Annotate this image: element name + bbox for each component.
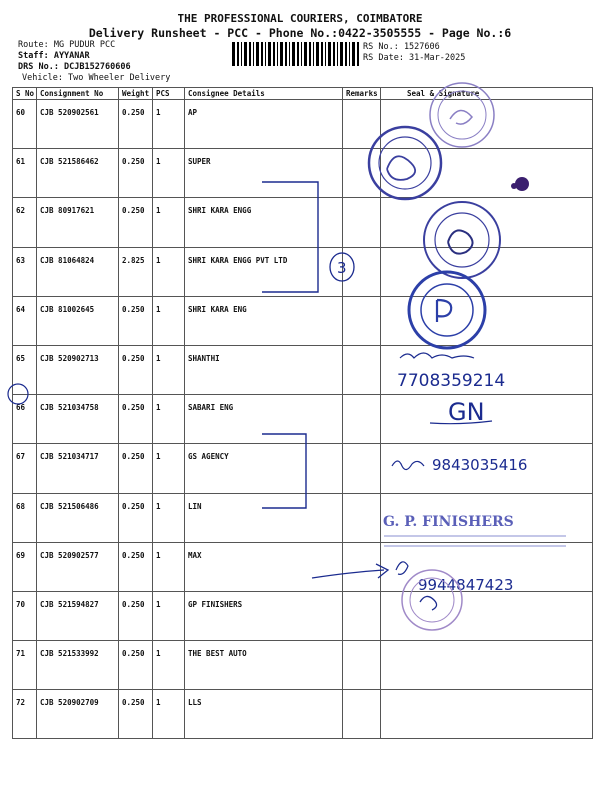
cell-weight: 0.250 xyxy=(119,690,153,739)
phone-row-71: 9944847423 xyxy=(418,576,514,594)
cell-consignee: SABARI ENG xyxy=(185,395,343,444)
cell-consignment-no: CJB 80917621 xyxy=(37,198,119,247)
cell-remarks xyxy=(343,345,381,394)
col-header-consignment: Consignment No xyxy=(37,88,119,100)
cell-weight: 0.250 xyxy=(119,100,153,149)
route-label: Route: MG PUDUR PCC xyxy=(18,40,116,50)
barcode-bar xyxy=(244,42,247,66)
cell-pcs: 1 xyxy=(153,149,185,198)
cell-weight: 0.250 xyxy=(119,591,153,640)
cell-seal-signature xyxy=(381,444,593,493)
barcode-bar xyxy=(309,42,311,66)
cell-consignment-no: CJB 520902713 xyxy=(37,345,119,394)
cell-remarks xyxy=(343,247,381,296)
cell-consignment-no: CJB 520902577 xyxy=(37,542,119,591)
bracket-count: 3 xyxy=(337,259,347,277)
cell-seal-signature xyxy=(381,591,593,640)
barcode-bar xyxy=(321,42,323,66)
cell-remarks xyxy=(343,444,381,493)
cell-sno: 63 xyxy=(13,247,37,296)
barcode-bar xyxy=(316,42,319,66)
cell-consignee: AP xyxy=(185,100,343,149)
barcode-bar xyxy=(232,42,235,66)
cell-pcs: 1 xyxy=(153,641,185,690)
barcode-bar xyxy=(289,42,290,66)
cell-sno: 67 xyxy=(13,444,37,493)
cell-consignment-no: CJB 521594827 xyxy=(37,591,119,640)
barcode-bar xyxy=(265,42,266,66)
cell-consignee: SHANTHI xyxy=(185,345,343,394)
col-header-pcs: PCS xyxy=(153,88,185,100)
barcode-bar xyxy=(285,42,287,66)
cell-sno: 70 xyxy=(13,591,37,640)
cell-sno: 60 xyxy=(13,100,37,149)
barcode-bar xyxy=(357,42,359,66)
cell-weight: 0.250 xyxy=(119,345,153,394)
table-row xyxy=(13,591,593,640)
barcode-bar xyxy=(253,42,254,66)
staff-label: Staff: AYYANAR xyxy=(18,51,90,61)
cell-consignment-no: CJB 521034758 xyxy=(37,395,119,444)
cell-seal-signature xyxy=(381,493,593,542)
cell-consignee: SUPER xyxy=(185,149,343,198)
cell-consignment-no: CJB 81002645 xyxy=(37,296,119,345)
cell-remarks xyxy=(343,591,381,640)
cell-seal-signature xyxy=(381,198,593,247)
barcode-bar xyxy=(352,42,355,66)
barcode-bar xyxy=(333,42,335,66)
vehicle-label: Vehicle: Two Wheeler Delivery xyxy=(22,73,171,83)
col-header-remarks: Remarks xyxy=(343,88,381,100)
table-row xyxy=(13,542,593,591)
cell-consignee: LIN xyxy=(185,493,343,542)
drs-number: DRS No.: DCJB152760606 xyxy=(18,62,131,72)
cell-consignee: GP FINISHERS xyxy=(185,591,343,640)
cell-sno: 61 xyxy=(13,149,37,198)
barcode-bar xyxy=(268,42,271,66)
cell-weight: 0.250 xyxy=(119,542,153,591)
cell-seal-signature xyxy=(381,690,593,739)
cell-sno: 66 xyxy=(13,395,37,444)
table-row xyxy=(13,395,593,444)
initials-row-67: GN xyxy=(448,398,485,426)
barcode-bar xyxy=(237,42,239,66)
cell-remarks xyxy=(343,395,381,444)
cell-remarks xyxy=(343,690,381,739)
cell-weight: 0.250 xyxy=(119,296,153,345)
barcode-bar xyxy=(301,42,302,66)
cell-pcs: 1 xyxy=(153,296,185,345)
cell-consignee: SHRI KARA ENG xyxy=(185,296,343,345)
cell-weight: 0.250 xyxy=(119,395,153,444)
table-row xyxy=(13,247,593,296)
cell-pcs: 1 xyxy=(153,198,185,247)
cell-weight: 0.250 xyxy=(119,641,153,690)
col-header-sno: S No xyxy=(13,88,37,100)
cell-remarks xyxy=(343,100,381,149)
rs-date: RS Date: 31-Mar-2025 xyxy=(363,53,466,63)
cell-sno: 68 xyxy=(13,493,37,542)
cell-sno: 64 xyxy=(13,296,37,345)
cell-sno: 71 xyxy=(13,641,37,690)
cell-seal-signature xyxy=(381,641,593,690)
table-row xyxy=(13,690,593,739)
cell-consignee: LLS xyxy=(185,690,343,739)
cell-consignment-no: CJB 521586462 xyxy=(37,149,119,198)
cell-remarks xyxy=(343,542,381,591)
cell-pcs: 1 xyxy=(153,395,185,444)
cell-weight: 0.250 xyxy=(119,444,153,493)
barcode-bar xyxy=(345,42,347,66)
cell-weight: 0.250 xyxy=(119,198,153,247)
barcode-bar xyxy=(261,42,263,66)
table-row xyxy=(13,345,593,394)
cell-consignment-no: CJB 81064824 xyxy=(37,247,119,296)
table-row xyxy=(13,444,593,493)
cell-consignee: MAX xyxy=(185,542,343,591)
cell-consignment-no: CJB 521533992 xyxy=(37,641,119,690)
barcode-bar xyxy=(325,42,326,66)
cell-seal-signature xyxy=(381,247,593,296)
barcode-bar xyxy=(297,42,299,66)
table-row xyxy=(13,149,593,198)
cell-seal-signature xyxy=(381,296,593,345)
cell-pcs: 1 xyxy=(153,444,185,493)
cell-pcs: 1 xyxy=(153,345,185,394)
rs-number: RS No.: 1527606 xyxy=(363,42,440,52)
cell-pcs: 1 xyxy=(153,591,185,640)
cell-sno: 69 xyxy=(13,542,37,591)
cell-pcs: 1 xyxy=(153,690,185,739)
cell-sno: 65 xyxy=(13,345,37,394)
stamp-gp-finishers: G. P. FINISHERS xyxy=(383,514,514,530)
cell-pcs: 1 xyxy=(153,247,185,296)
table-row xyxy=(13,493,593,542)
barcode-bar xyxy=(304,42,307,66)
cell-consignment-no: CJB 521034717 xyxy=(37,444,119,493)
barcode-bar xyxy=(277,42,278,66)
table-row xyxy=(13,100,593,149)
barcode-bar xyxy=(292,42,295,66)
table-row xyxy=(13,641,593,690)
cell-remarks xyxy=(343,493,381,542)
phone-row-69: 9843035416 xyxy=(432,456,528,474)
barcode-bar xyxy=(280,42,283,66)
col-header-seal-signature: Seal & Signature xyxy=(381,88,593,100)
cell-consignee: SHRI KARA ENGG xyxy=(185,198,343,247)
cell-consignee: THE BEST AUTO xyxy=(185,641,343,690)
cell-weight: 0.250 xyxy=(119,493,153,542)
cell-consignment-no: CJB 521506486 xyxy=(37,493,119,542)
cell-seal-signature xyxy=(381,149,593,198)
cell-pcs: 1 xyxy=(153,100,185,149)
barcode-bar xyxy=(313,42,314,66)
col-header-weight: Weight xyxy=(119,88,153,100)
cell-sno: 72 xyxy=(13,690,37,739)
cell-sno: 62 xyxy=(13,198,37,247)
cell-consignment-no: CJB 520902709 xyxy=(37,690,119,739)
table-row xyxy=(13,296,593,345)
barcode-bar xyxy=(241,42,242,66)
table-header-row xyxy=(13,88,593,100)
barcode-bar xyxy=(256,42,259,66)
table-body xyxy=(13,100,593,739)
cell-pcs: 1 xyxy=(153,542,185,591)
cell-remarks xyxy=(343,198,381,247)
col-header-consignee: Consignee Details xyxy=(185,88,343,100)
barcode-bar xyxy=(249,42,251,66)
cell-weight: 0.250 xyxy=(119,149,153,198)
cell-remarks xyxy=(343,296,381,345)
cell-weight: 2.825 xyxy=(119,247,153,296)
barcode-bar xyxy=(328,42,331,66)
cell-seal-signature xyxy=(381,542,593,591)
cell-consignment-no: CJB 520902561 xyxy=(37,100,119,149)
table-row xyxy=(13,198,593,247)
cell-seal-signature xyxy=(381,100,593,149)
cell-seal-signature xyxy=(381,345,593,394)
runsheet-subtitle: Delivery Runsheet - PCC - Phone No.:0422-3505555 - Page No.:6 xyxy=(88,26,512,40)
cell-pcs: 1 xyxy=(153,493,185,542)
phone-row-66: 7708359214 xyxy=(397,371,506,391)
barcode xyxy=(232,42,360,66)
barcode-bar xyxy=(273,42,275,66)
runsheet-table xyxy=(12,87,593,739)
barcode-bar xyxy=(337,42,338,66)
cell-remarks xyxy=(343,149,381,198)
cell-remarks xyxy=(343,641,381,690)
barcode-bar xyxy=(340,42,343,66)
cell-consignee: GS AGENCY xyxy=(185,444,343,493)
cell-consignee: SHRI KARA ENGG PVT LTD xyxy=(185,247,343,296)
cell-seal-signature xyxy=(381,395,593,444)
barcode-bar xyxy=(349,42,350,66)
company-title: THE PROFESSIONAL COURIERS, COIMBATORE xyxy=(177,12,423,25)
